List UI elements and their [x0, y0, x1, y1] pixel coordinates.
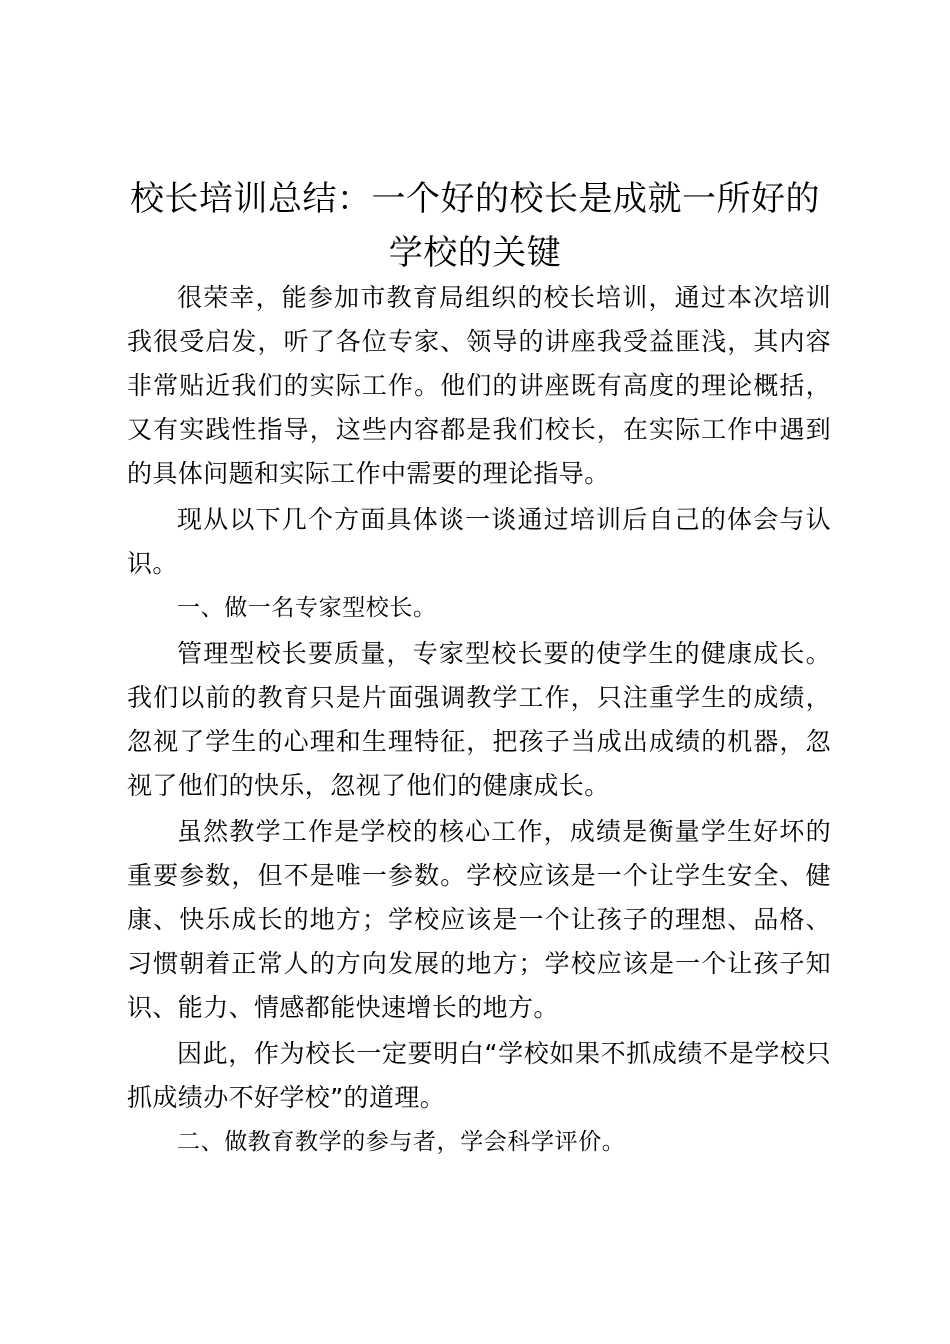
paragraph-school-purpose: 虽然教学工作是学校的核心工作，成绩是衡量学生好坏的重要参数，但不是唯一参数。学校应该是一个让学生安全、健康、快乐成长的地方；学校应该是一个让孩子的理想、品格、习惯朝着正常人的方向发展的地方；学校应该是一个让孩子知识、能力、情感都能快速增长的地方。 [127, 817, 831, 1022]
paragraph-conclusion: 因此，作为校长一定要明白“学校如果不抓成绩不是学校只抓成绩办不好学校”的道理。 [127, 1039, 831, 1112]
title-line-1: 校长培训总结：一个好的校长是成就一所好的 [130, 179, 820, 219]
document-body [127, 276, 831, 1164]
section-heading-1: 一、做一名专家型校长。 [177, 595, 437, 621]
paragraph-overview: 现从以下几个方面具体谈一谈通过培训后自己的体会与认识。 [127, 505, 831, 578]
document-title [120, 172, 830, 280]
section-heading-2: 二、做教育教学的参与者，学会科学评价。 [177, 1129, 626, 1155]
title-line-2: 学校的关键 [388, 233, 562, 273]
paragraph-expert-principal: 管理型校长要质量，专家型校长要的使学生的健康成长。我们以前的教育只是片面强调教学工作，只注重学生的成绩，忽视了学生的心理和生理特征，把孩子当成出成绩的机器，忽视了他们的快乐，忽视了他们的健康成长。 [127, 639, 831, 800]
paragraph-intro: 很荣幸，能参加市教育局组织的校长培训，通过本次培训我很受启发，听了各位专家、领导的讲座我受益匪浅，其内容非常贴近我们的实际工作。他们的讲座既有高度的理论概括，又有实践性指导，这些内容都是我们校长，在实际工作中遇到的具体问题和实际工作中需要的理论指导。 [127, 283, 831, 488]
